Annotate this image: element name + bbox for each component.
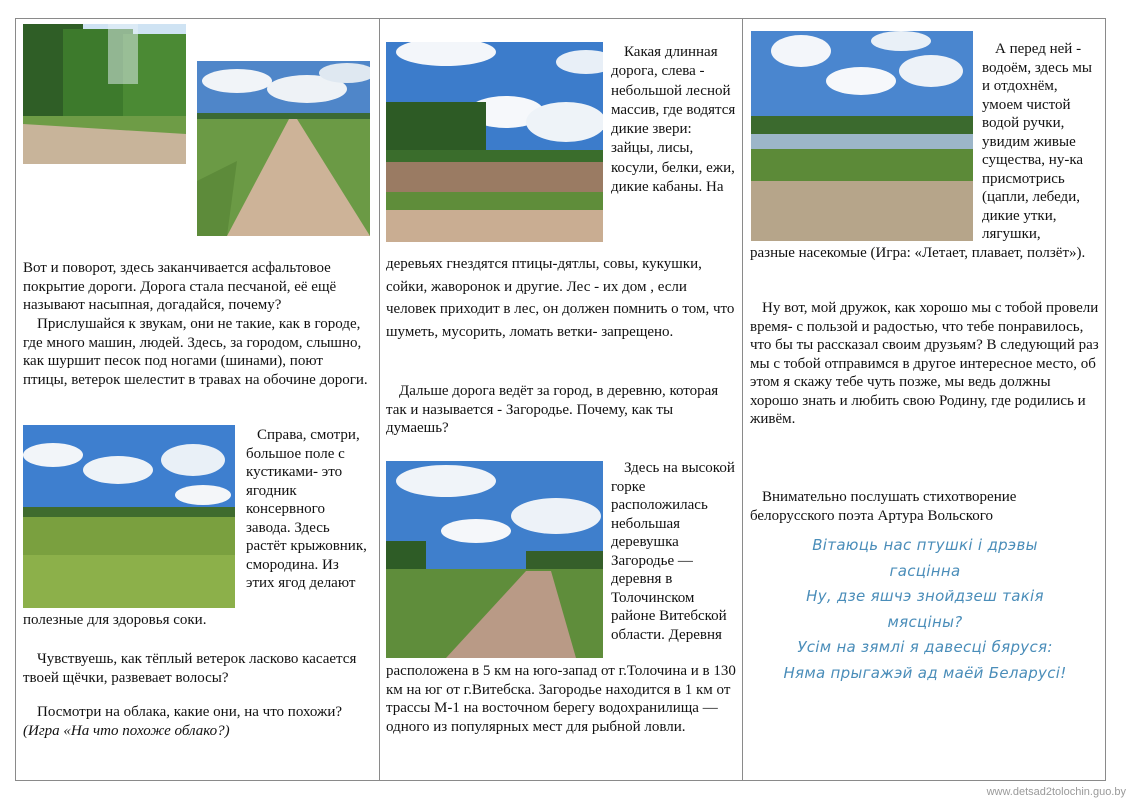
col1-para-field: Справа, смотри, большое поле с кустиками- это ягодник консервного завода. Здесь растёт крыжовник, смородина. Из этих ягод делают — [246, 427, 367, 591]
poem-line-4: мясціны? — [887, 612, 963, 631]
poem-line-3: Ну, дзе яшчэ знойдзеш такія — [806, 587, 1044, 605]
col2-para-forest-tail: деревьях гнездятся птицы-дятлы, совы, кукушки, сойки, жаворонок и другие. Лес - их дом , если человек приходит в лес, он должен помнить о том, что шуметь, мусорить, ломать ветки- запрещено. — [386, 256, 735, 340]
photo-village-road — [386, 461, 603, 658]
column-divider-2 — [742, 18, 743, 781]
col1-para-field-tail: полезные для здоровья соки. — [23, 612, 207, 628]
col2-para-village-question: Дальше дорога ведёт за город, в деревню, которая так и называется - Загородье. Почему, как ты думаешь? — [386, 383, 719, 436]
col1-para-clouds — [23, 703, 371, 740]
photo-lake — [751, 31, 973, 241]
clouds-question: Посмотри на облака, какие они, на что похожи? — [37, 704, 343, 720]
photo-road-turn — [23, 24, 186, 164]
col1-para-wind: Чувствуешь, как тёплый ветерок ласково касается твоей щёчки, развевает волосы? — [23, 651, 357, 686]
col3-para-lake: А перед ней - водоём, здесь мы и отдохнём, умоем чистой водой ручки, увидим живые существа, ну-ка присмотрись (цапли, лебеди, дикие утки, лягушки, — [982, 41, 1092, 242]
poem-line-1: Вітаюць нас птушкі і дрэвы — [812, 536, 1038, 554]
col3-para-lake-tail: разные насекомые (Игра: «Летает, плавает, ползёт»). — [750, 245, 1086, 261]
col1-para-road: Вот и поворот, здесь заканчивается асфальтовое покрытие дороги. Дорога стала песчаной, её ещё называют насыпная, догадайся, почему? — [23, 260, 337, 313]
col3-para-farewell: Ну вот, мой дружок, как хорошо мы с тобой провели время- с пользой и радостью, что тебе понравилось, что бы ты рассказал своим друзьям? В следующий раз мы с тобой отправимся в другое интересное место, об этом я скажу тебе чуть позже, мы ведь должны хорошо знать и любить свою Родину, где родились и живём. — [750, 300, 1099, 427]
col2-para-village-tail: расположена в 5 км на юго-запад от г.Толочина и в 130 км на юг от г.Витебска. Загородье находится в 1 км от трассы М-1 на восточном берегу водохранилища — одного из популярных мест для рыбной ловли. — [386, 663, 736, 735]
photo-berry-field — [23, 425, 235, 608]
col1-para-sounds: Прислушайся к звукам, они не такие, как в городе, где много машин, людей. Здесь, за городом, слышно, как шуршит песок под ногами (шинами), поют птицы, ветерок шелестит в травах на обочине дороги. — [23, 316, 368, 388]
poem — [746, 533, 1104, 686]
poem-line-6: Няма прыгажэй ад маёй Беларусі! — [783, 663, 1067, 682]
photo-sandy-road — [197, 61, 370, 236]
col2-para-village: Здесь на высокой горке расположилась небольшая деревушка Загородье — деревня в Толочинском районе Витебской области. Деревня — [611, 460, 735, 643]
poem-line-5: Усім на зямлі я давесці бяруся: — [797, 638, 1053, 656]
clouds-game: (Игра «На что похоже облако?) — [23, 722, 230, 739]
col2-para-forest: Какая длинная дорога, слева - небольшой лесной массив, где водятся дикие звери: зайцы, лисы, косули, белки, ежи, дикие кабаны. На — [611, 44, 736, 196]
col3-para-poem-intro: Внимательно послушать стихотворение белорусского поэта Артура Вольского — [750, 489, 1017, 524]
column-divider-1 — [379, 18, 380, 781]
photo-forest-road — [386, 42, 603, 242]
footer-url: www.detsad2tolochin.guo.by — [986, 786, 1126, 798]
poem-line-2: гасцінна — [889, 561, 961, 580]
